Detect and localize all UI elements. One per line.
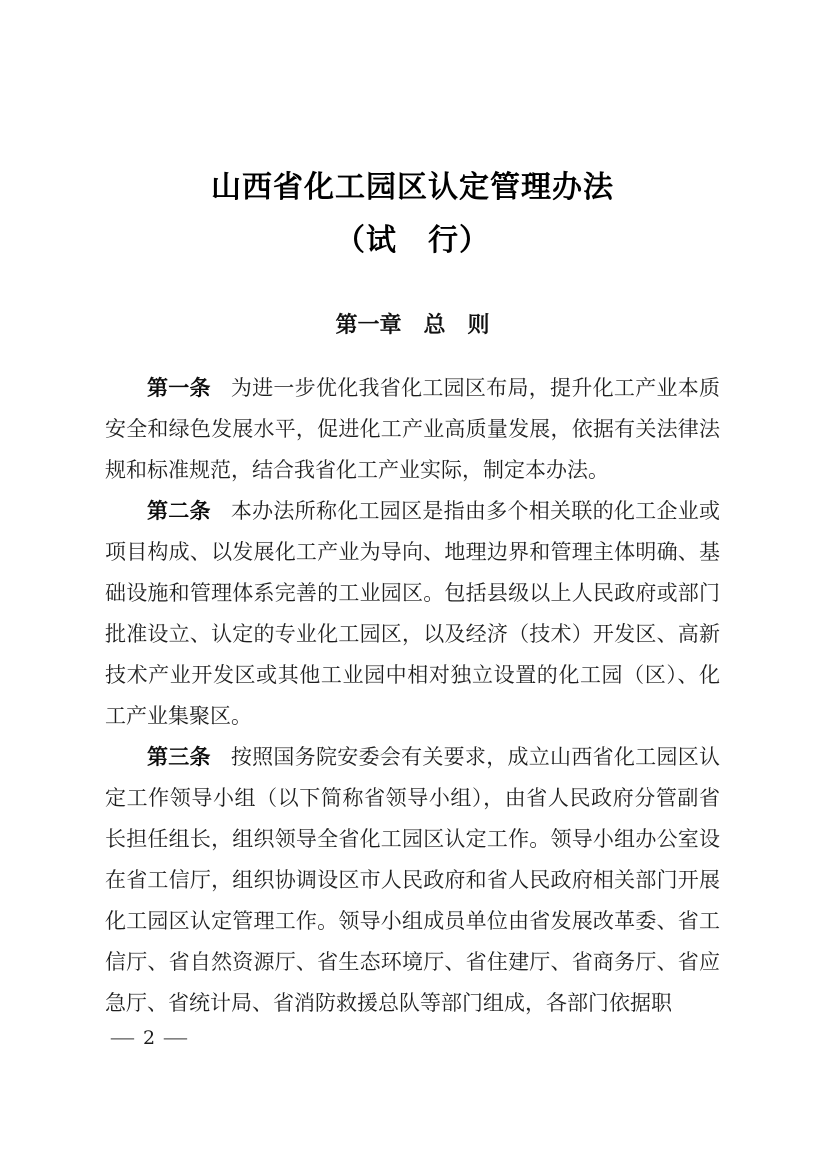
chapter-heading: 第一章 总 则 [335, 313, 490, 338]
footer-dash-left: — [109, 1027, 136, 1049]
page-footer [109, 1027, 189, 1049]
document-title: 山西省化工园区认定管理办法 [211, 170, 614, 205]
document-subtitle: （试 行） [335, 223, 490, 258]
article-paragraph-2 [105, 491, 720, 737]
article-1-label: 第一条 [147, 376, 211, 400]
article-paragraph-1 [105, 368, 720, 491]
document-body [105, 368, 720, 1024]
page-number: 2 [143, 1027, 156, 1049]
article-1-text: 为进一步优化我省化工园区布局，提升化工产业本质安全和绿色发展水平，促进化工产业高质量发展，依据有关法律法规和标准规范，结合我省化工产业实际，制定本办法。 [105, 376, 721, 482]
article-2-text: 本办法所称化工园区是指由多个相关联的化工企业或项目构成、以发展化工产业为导向、地理边界和管理主体明确、基础设施和管理体系完善的工业园区。包括县级以上人民政府或部门批准设立、认定的专业化工园区，以及经济（技术）开发区、高新技术产业开发区或其他工业园中相对独立设置的化工园（区）、化工产业集聚区。 [105, 499, 721, 728]
article-paragraph-3 [105, 737, 720, 1024]
article-3-text: 按照国务院安委会有关要求，成立山西省化工园区认定工作领导小组（以下简称省领导小组），由省人民政府分管副省长担任组长，组织领导全省化工园区认定工作。领导小组办公室设在省工信厅，组织协调设区市人民政府和省人民政府相关部门开展化工园区认定管理工作。领导小组成员单位由省发展改革委、省工信厅、省自然资源厅、省生态环境厅、省住建厅、省商务厅、省应急厅、省统计局、省消防救援总队等部门组成，各部门依据职 [105, 745, 721, 1015]
footer-dash-right: — [162, 1027, 189, 1049]
article-3-label: 第三条 [147, 745, 211, 769]
article-2-label: 第二条 [147, 499, 211, 523]
